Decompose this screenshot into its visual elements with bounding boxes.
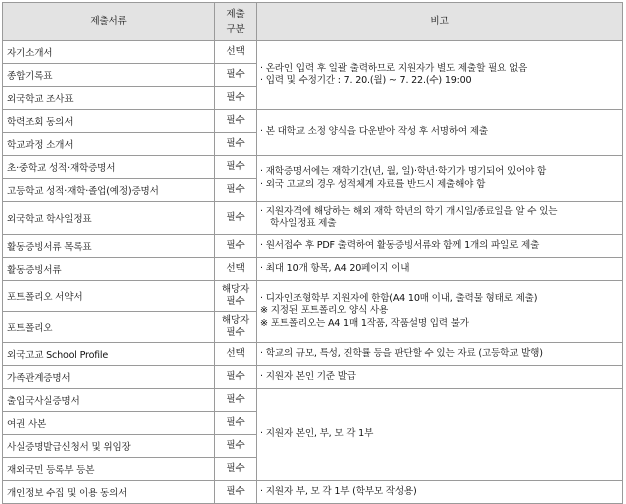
category-line: 해당자 [221,284,250,295]
table-row [3,343,623,366]
document-name: 포트폴리오 서약서 [3,281,215,312]
document-name: 외국학교 조사표 [3,87,215,110]
remark-line: · 온라인 입력 후 일괄 출력하므로 지원자가 별도 제출할 필요 없음 [260,62,528,74]
remark-line: ※ 지정된 포트폴리오 양식 사용 [260,305,389,317]
category-cell: 필수 [215,156,257,179]
table-row [3,110,623,133]
table-row [3,366,623,389]
category-cell: 선택 [215,343,257,366]
category-cell: 필수 [215,366,257,389]
table-row [3,389,623,412]
remark-school-profile: · 학교의 규모, 특성, 진학률 등을 판단할 수 있는 자료 (고등학교 발행) [257,343,623,366]
remark-privacy-consent: · 지원자 부, 모 각 1부 (학부모 작성용) [257,481,623,504]
remark-school-form [257,110,623,156]
document-name: 활동증빙서류 목록표 [3,235,215,258]
remark-line: · 외국 고교의 경우 성적체계 자료를 반드시 제출해야 함 [260,178,486,190]
table-row [3,235,623,258]
document-name: 종합기록표 [3,64,215,87]
table-row [3,202,623,235]
category-cell: 선택 [215,41,257,64]
header-category-line2: 구분 [226,23,245,35]
table-row [3,258,623,281]
category-cell: 필수 [215,133,257,156]
document-name: 초·중학교 성적·재학증명서 [3,156,215,179]
category-cell [215,312,257,343]
header-document: 제출서류 [3,3,215,41]
remark-portfolio [257,281,623,343]
remark-line: · 본 대학교 소정 양식을 다운받아 작성 후 서명하여 제출 [260,126,488,138]
table-row [3,41,623,64]
document-name: 외국고교 School Profile [3,343,215,366]
document-name: 학력조회 동의서 [3,110,215,133]
category-cell: 필수 [215,235,257,258]
remark-applicant-parents: · 지원자 본인, 부, 모 각 1부 [257,389,623,481]
document-name: 자기소개서 [3,41,215,64]
category-cell: 필수 [215,481,257,504]
remark-activity-docs: · 최대 10개 항목, A4 20페이지 이내 [257,258,623,281]
category-cell: 필수 [215,87,257,110]
table-row [3,156,623,179]
table-header-row [3,3,623,41]
category-cell: 필수 [215,389,257,412]
category-line: 필수 [226,327,245,338]
header-category [215,3,257,41]
category-cell: 선택 [215,258,257,281]
remark-activity-list: · 원서접수 후 PDF 출력하여 활동증빙서류와 함께 1개의 파일로 제출 [257,235,623,258]
document-name: 활동증빙서류 [3,258,215,281]
document-name: 출입국사실증명서 [3,389,215,412]
category-cell: 필수 [215,458,257,481]
remark-line: 학사일정표 제출 [270,218,337,229]
table-row [3,281,623,312]
document-name: 여권 사본 [3,412,215,435]
submission-documents-table [2,2,623,504]
category-line: 필수 [226,296,245,307]
category-cell: 필수 [215,64,257,87]
document-name: 포트폴리오 [3,312,215,343]
document-name: 개인정보 수집 및 이용 동의서 [3,481,215,504]
category-cell: 필수 [215,202,257,235]
remark-online-print [257,41,623,110]
document-name: 학교과정 소개서 [3,133,215,156]
table-row [3,481,623,504]
category-cell: 필수 [215,435,257,458]
category-cell: 필수 [215,179,257,202]
category-cell [215,281,257,312]
category-cell: 필수 [215,412,257,435]
document-name: 가족관계증명서 [3,366,215,389]
remark-line: · 입력 및 수정기간 : 7. 20.(월) ~ 7. 22.(수) 19:00 [260,75,472,86]
document-name: 외국학교 학사일정표 [3,202,215,235]
remark-line: · 재학증명서에는 재학기간(년, 월, 일)·학년·학기가 명기되어 있어야 함 [260,166,547,177]
category-line: 해당자 [221,315,250,326]
header-remarks: 비고 [257,3,623,41]
header-category-line1: 제출 [226,8,245,20]
remark-line: ※ 포트폴리오는 A4 1매 1작품, 작품설명 입력 불가 [260,317,469,329]
remark-transcripts [257,156,623,202]
remark-line: · 지원자격에 해당하는 해외 재학 학년의 학기 개시일/종료일을 알 수 있는 [260,205,558,217]
remark-line: · 디자인조형학부 지원자에 한함(A4 10매 이내, 출력물 형태로 제출) [260,292,538,304]
document-name: 고등학교 성적·재학·졸업(예정)증명서 [3,179,215,202]
remark-family-cert: · 지원자 본인 기준 발급 [257,366,623,389]
remark-academic-calendar [257,202,623,235]
document-name: 사실증명발급신청서 및 위임장 [3,435,215,458]
category-cell: 필수 [215,110,257,133]
document-name: 재외국민 등록부 등본 [3,458,215,481]
